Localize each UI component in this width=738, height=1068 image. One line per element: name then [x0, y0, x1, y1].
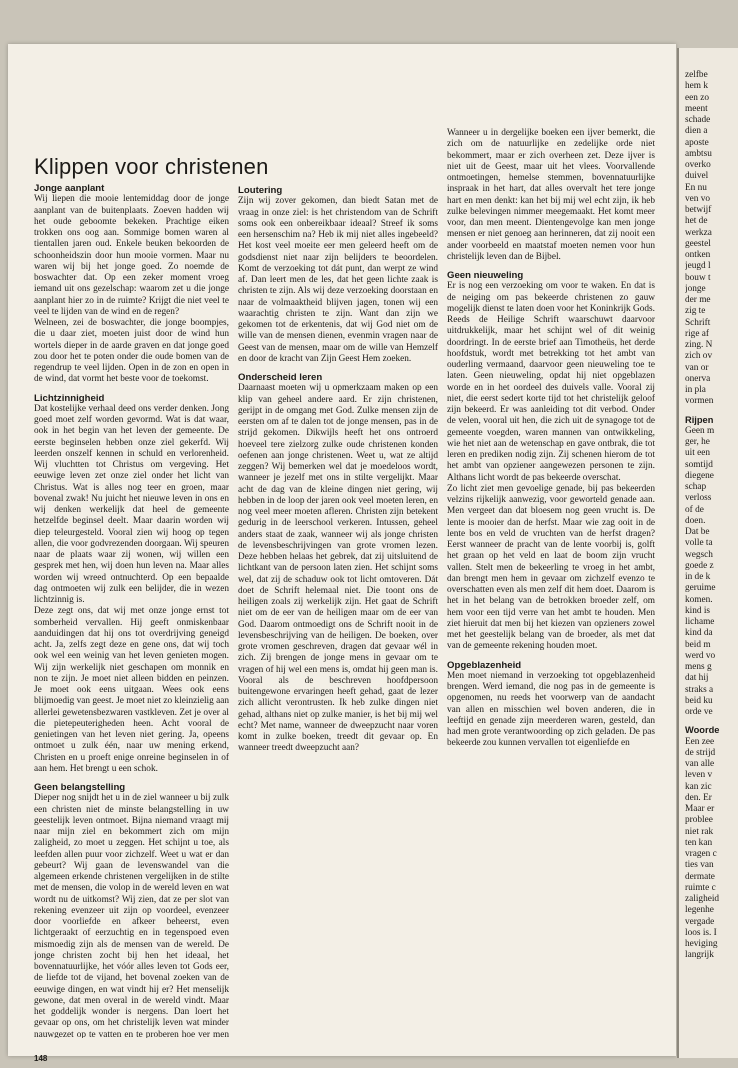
text-line: of de	[685, 504, 704, 515]
text-line: van or	[685, 362, 709, 373]
text-line: een zo	[685, 92, 710, 103]
text-line: vormen	[685, 396, 714, 407]
text-line: orde ve	[685, 707, 713, 717]
paragraph: Men moet niemand in verzoeking tot opgeblazenheid brengen. Werd iemand, die nog pas in de gemeente is opgenomen, nu reeds het voorwerp van de aandacht van allen en misschien wel boven anderen, die in leeftijd en genade zijn meerderen waren, gesteld, dan had men grote verantwoording op zich geladen. De pas bekeerde zou kunnen vervallen tot eigenliefde en	[447, 670, 655, 749]
text-line: zing. N	[685, 340, 713, 350]
text-line: overko	[685, 160, 711, 170]
paragraph: Wij liepen die mooie lentemiddag door de jonge aanplant van de buitenplaats. Zoeven hadden wij het oude geboomte bekeken. Prachtige eiken trokken ons oog aan. Sommige bomen waren al tientallen jaren oud. Enkele beuken bekoorden de schoonheidszin door hun mooie vormen. Maar nu waren wij bij het jonge goed. Zo noemde de boswachter dat. Op een zeker moment vroeg iemand uit ons gezelschap: waarom zet u die jonge aanplant hier zo in de ruimte? Krijgt die niet veel te veel te lijden van de wind en de regen?	[34, 194, 229, 317]
text-line: meent	[685, 103, 708, 114]
text-line: somtijd	[685, 459, 713, 470]
section-heading: Woorde	[685, 725, 720, 736]
text-line: vergade	[685, 916, 715, 927]
text-line: kind is	[685, 605, 711, 616]
text-line: der me	[685, 295, 711, 305]
text-line: volle ta	[685, 538, 713, 549]
text-line: komen.	[685, 594, 713, 605]
paragraph: Welneen, zei de boswachter, die jonge boompjes, die u daar ziet, moeten juist door de wind hun wortels dieper in de aarde graven en dat jonge goed zou door het te poten onder die oude bomen van de regendrup te veel lijden. Open in de zon en open in de wind, dat vormt het beste voor de toekomst.	[34, 318, 229, 385]
text-line: wegsch	[685, 549, 713, 560]
text-line: bouw t	[685, 272, 711, 283]
text-line: dien a	[685, 126, 708, 137]
column-3	[447, 128, 655, 1038]
text-line: geestel	[685, 238, 711, 249]
paragraph: Zijn wij zover gekomen, dan biedt Satan met de vraag in onze ziel: is het christendom van de Schrift soms ook een onbereikbaar ideaal? Streef ik soms een hersenschim na? Heb ik mij niet alles ingebeeld? Het kost veel moeite eer men geleerd heeft om de godsdienst niet naar zijn belijders te beoordelen. Komt de verzoeking tot dát punt, dan werpt ze wind af. Dan leert men de les, dat het geen lichte zaak is christen te zijn. Als wij deze verzoeking doorstaan en naar de volmaaktheid blijven jagen, tonen wij een waarachtig christen te zijn. Want dan zijn we gekomen tot de erkentenis, dat wij God niet om de wille van de mensen dienen, evenmin vragen naar de Geest van de mensen, maar om de wille van Hemzelf en door de kracht van Zijn Geest Hem zoeken.	[238, 196, 438, 364]
column-1	[34, 183, 229, 1038]
text-line: in pla	[685, 385, 706, 395]
text-line: doen.	[685, 515, 706, 526]
text-line: Schrift	[685, 317, 711, 328]
text-line: straks a	[685, 684, 714, 695]
text-line: jeugd l	[685, 261, 711, 272]
next-page-edge	[677, 48, 738, 1058]
text-line: ruimte c	[685, 882, 716, 893]
text-line: onerva	[685, 373, 711, 384]
text-line: Dat be	[685, 527, 710, 537]
paragraph: Daarnaast moeten wij u opmerkzaam maken op een klip van geheel andere aard. Er zijn christenen, gerijpt in de omgang met God. Zulke mensen zijn de eersten om af te dalen tot de jonge mensen, pas in de strijd gekomen. Dikwijls heeft het ons ontroerd hoeveel tere zielzorg zulke oude christenen konden oefenen aan jonge christenen. Weet u, wat ze altijd zeggen? Wij bemerken wel dat je moedeloos wordt, wanneer je jezelf met ons in stilte vergelijkt. Maar acht de dag van de kleine dingen niet gering, wij hebben in de loop der jaren ook veel moeten leren, en nog veel meer moeten afleren. Christen zijn betekent gedurig in de leerschool verkeren. Intussen, geheel anders staat de zaak, wanneer wij als jonge christen de levensbeschrijvingen van grote vromen lezen. Deze hebben helaas het gebrek, dat zij uitsluitend de lichtkant van de persoon laten zien. Het schijnt soms wel, dat zij de schaduw ook tot licht omtoveren. Dát doet de Schrift helemaal niet. Die toont ons de heiligen zoals zij werkelijk zijn. Het gaat de Schrift niet om de eer van de heiligen maar om de eer van God. Daarom ontmoedigt ons de Schrift nooit in de levensbeschrijving van de heiligen. De boeken, over grote vromen geschreven, dragen dat gevaar wél in zich. Zij brengen de jonge mens in gevaar om te vragen of hij wel een mens is, omdat hij geen man is. Vooral als de beschreven hoofdpersoon buitengewone ervaringen heeft gehad, gaat de lezer zich allicht verontrusten. Ik heb zulke dingen niet gehad, althans niet op zulke manier, is het bij mij wel echt? Met name, wanneer de dweepzucht naar voren komt in zulke boeken, treedt dit gevaar op. En wanneer treedt dweepzucht aan?	[238, 383, 438, 754]
text-line: rige af	[685, 328, 710, 339]
next-page-column	[685, 70, 738, 1058]
text-line: langrijk	[685, 950, 714, 961]
text-line: jonge	[685, 283, 706, 294]
text-line: werd vo	[685, 650, 716, 661]
text-line: duivel	[685, 171, 709, 182]
text-line: ambtsu	[685, 148, 712, 159]
text-line: zig te	[685, 306, 706, 317]
text-line: ties van	[685, 860, 714, 871]
paragraph: Er is nog een verzoeking om voor te waken. En dat is de neiging om pas bekeerde christenen zo gauw mogelijk dienst te laten doen voor het Koninkrijk Gods. Reeds de Heilige Schrift waarschuwt daarvoor uitdrukkelijk, maar het schijnt wel of dit weinig doordringt. In de eerste brief aan Timotheüs, het derde hoofdstuk, wordt met betrekking tot het ambt van ouderling vermaand, daarvoor geen nieuweling toe te laten. Geen nieuweling, opdat hij niet opgeblazen worde en in het oordeel des duivels valle. Vooral zij niet, die eerst sedert korte tijd tot het christelijk geloof zijn bekeerd. Er was aanleiding tot dit verbod. Onder de velen, vooral uit hen, die zich uit de synagoge tot de gemeente voegden, waren mannen van ontwikkeling, wie het niet aan de wetenschap en gave ontbrak, die tot leren en prediken nodig zijn. Zij schenen hierom de tot het ambt van opziener aangewezen personen te zijn. Althans licht wordt de pas bekeerde overschat.	[447, 281, 655, 483]
paragraph: Wanneer u in dergelijke boeken een ijver bemerkt, die zich om de natuurlijke en zedelijke orde niet bekommert, maar er zich overheen zet. Deze ijver is niet uit de Geest, maar uit het vlees. Voorvallende ontmoetingen, hemelse stemmen, bovennatuurlijke inspraak in het hart, dat alles overvalt het tere jonge hart en men denkt: kan het bij mij wel echt zijn, ik heb zulke belevingen nimmer meegemaakt. Het komt meer voor, dan men meent. Dientengevolge kan men jonge mensen er niet genoeg aan herinneren, dat zij nooit een ander voorbeeld en maatstaf moeten nemen voor hun christelijk leven dan de Bijbel.	[447, 128, 655, 262]
text-line: zich ov	[685, 351, 713, 362]
page	[8, 44, 676, 1063]
section-heading: Loutering	[238, 185, 283, 196]
text-line: Een zee	[685, 736, 715, 747]
section-heading: Opgeblazenheid	[447, 659, 522, 671]
page-title: Klippen voor christenen	[34, 154, 269, 179]
text-line: het de	[685, 216, 708, 227]
section-heading: Lichtzinnigheid	[34, 392, 105, 404]
paragraph: Zo licht ziet men gevoelige genade, bij pas bekeerden velzins rijkelijk aanwezig, voor geworteld genade aan. Men vergeet dan dat bloesem nog geen vrucht is. De lente is mooier dan de herfst. Maar wie zag ooit in de lente bos en veld de vruchten van de herfst dragen? Eerst wanneer de pracht van de lente voorbij is, golft het graan op het veld en laat de boom zijn vrucht vallen. Stelt men de bekeerling te vroeg in het ambt, dan brengt men hem in gevaar om zichzelf evenzo te overschatten even als men zelf dit hem doet. Daarom is het in het belang van de betrokken broeder zelf, om hem voor een tijd verre van het ambt te houden. Men ziet hieruit dat men bij het kiezen van opzieners zowel met het geestelijk belang van de broeder, als met dat van de gemeente rekening houden moet.	[447, 483, 655, 652]
text-line: ger, he	[685, 437, 710, 447]
text-line: beid ku	[685, 695, 713, 706]
text-line: lichame	[685, 617, 715, 627]
text-line: van alle	[685, 759, 715, 769]
text-line: dermate	[685, 871, 715, 882]
text-line: En nu	[685, 182, 707, 193]
text-line: loos is. I	[685, 927, 717, 938]
text-line: verloss	[685, 493, 712, 504]
text-line: uit een	[685, 448, 711, 459]
column-2	[238, 185, 438, 1035]
text-line: Maar er	[685, 804, 715, 814]
section-heading: Geen nieuweling	[447, 270, 524, 281]
text-line: dat hij	[685, 673, 709, 684]
page-number: 148	[34, 1054, 48, 1063]
text-line: geruime	[685, 583, 716, 594]
text-line: leven v	[685, 770, 713, 781]
section-heading: Onderscheid leren	[238, 372, 323, 383]
text-line: heviging	[685, 939, 718, 949]
text-line: betwijf	[685, 205, 712, 215]
section-heading: Rijpen	[685, 414, 714, 425]
text-line: ten kan	[685, 837, 713, 848]
text-line: zaligheid	[685, 894, 720, 904]
section-heading: Jonge aanplant	[34, 183, 105, 194]
text-line: werkza	[685, 227, 712, 238]
text-line: problee	[685, 815, 713, 826]
text-line: beid m	[685, 639, 711, 650]
section-heading: Geen belangstelling	[34, 782, 126, 793]
text-line: kind da	[685, 628, 713, 639]
text-line: goede z	[685, 560, 714, 571]
text-line: schade	[685, 115, 711, 125]
text-line: ven vo	[685, 193, 711, 204]
text-line: ontken	[685, 250, 711, 260]
paragraph: Dieper nog snijdt het u in de ziel wanneer u bij zulk een christen niet de minste belangstelling in uw geestelijk leven ontmoet. Bijna niemand vraagt mij naar mijn ziel en bekommert zich om mijn zaligheid, zo moet u zeggen. Het schijnt u toe, als leefden allen puur voor zichzelf. Weet u wat er dan gebeurt? Wij gaan de levenswandel van die algemeen erkende christenen vergelijken in de stilte met de mensen, die volop in de wereld leven en wat wordt nu de uitkomst? Wij zien, dat ze per slot van rekening evenzeer uit zijn op voordeel, evenzeer door voorliefde en afkeer beheerst, even lichtgeraakt of eerzuchtig en in tegenspoed even mismoedig zijn als de mensen van de wereld. De jonge christen zocht bij hen het ideaal, het bovennatuurlijke, het vóór alles leven tot Gods eer, de liefde tot de vijand, het bovenal zoeken van de eeuwige dingen, en wat vindt hij er? Het menselijk gewone, dat men overal in de wereld vindt. Maar het goddelijk wonder is nergens. Dan loert het gevaar op ons, om het christelijk leven wat minder nauwgezet op te vatten en te proberen hoe ver men	[34, 793, 229, 1038]
paragraph: Dat kostelijke verhaal deed ons verder denken. Jong goed moet zelf worden gevormd. Wat is dat waar, ook in het begin van het leven der gemeente. De eerste beginselen hebben onze ziel gekerfd. Wij leerden onszelf kennen in schuld en verlorenheid. Wij vluchtten tot Christus om vergeving. Het eeuwige leven zet onze ziel onder het licht van Christus. Wat is alles nog teer en groen, maar bovenal zwak! Nu juicht het nieuwe leven in ons en wij denken werkelijk dat heel de gemeente hetzelfde beginsel deelt. Maar daarin worden wij diep teleurgesteld. Vooral zien wij hoog op tegen allen, die voor godvrezenden doorgaan. Wij speuren naar de plaats waar zij wonen, wij willen een gesprek met hen, wij doen hun leven na. Maar alles worden wij wreed ontnuchterd. Op een bepaalde dag ontmoeten wij zulk een belijder, die in wezen lichtzinnig is.	[34, 403, 229, 605]
text-line: Geen m	[685, 425, 715, 436]
text-line: aposte	[685, 137, 709, 148]
text-line: in de k	[685, 572, 711, 582]
text-line: de strijd	[685, 747, 716, 758]
text-line: hem k	[685, 81, 708, 92]
text-line: schap	[685, 482, 707, 492]
text-line: mens g	[685, 662, 712, 672]
paragraph: Deze zegt ons, dat wij met onze jonge ernst tot somberheid vervallen. Hij geeft onmiskenbaar aanduidingen dat hij ons tot overdrijving geneigd acht. Ja, zelfs zegt deze en gene ons, dat wij toch ook wel een weinig van het leven genieten mogen. Wij zijn werkelijk niet geschapen om monnik en non te zijn. Je moet niet alleen bidden en peinzen. Je moet ook eens uitgaan. Wees ook eens blijmoedig van geest. Je moet niet zo kleinzielig aan allerlei gewetensbezwaren vastkleven. Zet je over al die pietepeuterigheden heen. Acht vooral de genietingen van het leven niet gering. Ja, opeens ontmoet u zulk één, naar uw mening erkend, Christen en u proeft enige onreine beginselen in of aan hem. Het brengt u een schok.	[34, 606, 229, 774]
text-line: kan zic	[685, 781, 712, 792]
text-line: diegene	[685, 470, 714, 481]
text-line: legenhe	[685, 905, 714, 916]
text-line: zelfbe	[685, 70, 708, 80]
text-line: vragen c	[685, 849, 717, 859]
text-line: den. Er	[685, 792, 712, 803]
text-line: niet rak	[685, 826, 714, 837]
